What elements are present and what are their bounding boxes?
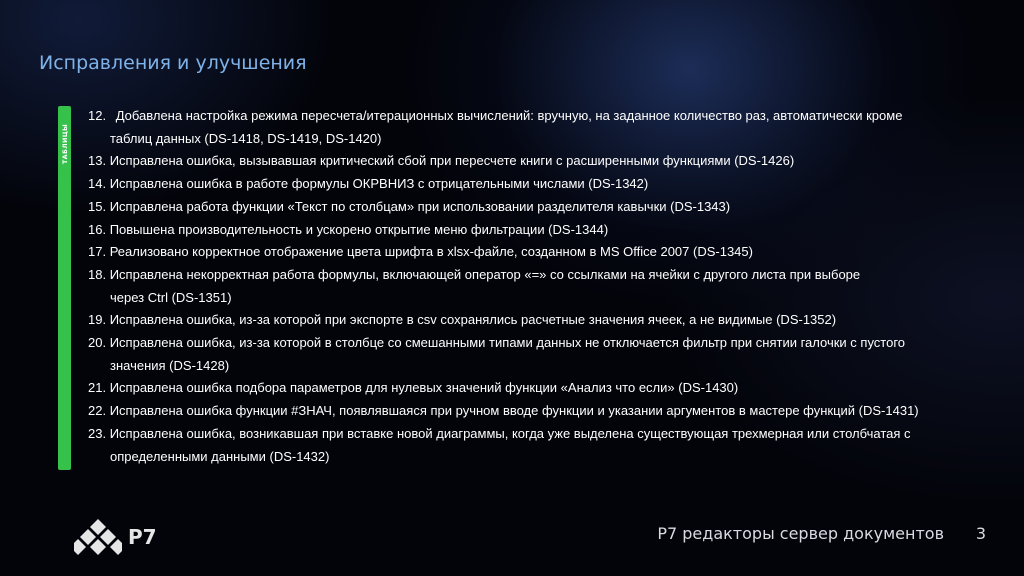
item-number: 22. (88, 403, 107, 419)
item-text: Исправлена работа функции «Текст по столбцам» при использовании разделителя кавычки (DS-1343) (109, 198, 731, 214)
item-text: Реализовано корректное отображение цвета шрифта в xlsx-файле, созданном в MS Office 2007 (DS-1345) (109, 244, 753, 260)
section-tab-label: ТАБЛИЦЫ (60, 123, 69, 165)
slide-title: Исправления и улучшения (39, 52, 307, 74)
item-text-continued: определенными данными (DS-1432) (110, 448, 330, 464)
list-item (88, 264, 968, 309)
footer-product-name: Р7 редакторы сервер документов (657, 524, 944, 543)
list-item (88, 219, 968, 242)
item-text-continued: значения (DS-1428) (110, 357, 230, 373)
item-number: 17. (88, 244, 107, 260)
diamond-grid-logo-icon (74, 519, 122, 555)
item-number: 21. (88, 380, 107, 396)
item-text: Исправлена некорректная работа формулы, включающей оператор «=» со ссылками на ячейки с другого листа при выборе (109, 266, 861, 282)
list-item (88, 309, 968, 332)
item-text: Исправлена ошибка, возникавшая при вставке новой диаграммы, когда уже выделена существующая трехмерная или столбчатая с (109, 425, 911, 441)
item-number: 20. (88, 335, 107, 351)
list-item (88, 332, 968, 377)
item-text: Добавлена настройка режима пересчета/итерационных вычислений: вручную, на заданное количество раз, автоматически кроме (115, 108, 903, 123)
item-number: 23. (88, 425, 107, 441)
item-text-continued: таблиц данных (DS-1418, DS-1419, DS-1420) (110, 130, 382, 146)
list-item (88, 105, 968, 150)
item-number: 15. (88, 198, 107, 214)
brand-logo (74, 519, 164, 555)
item-number: 16. (88, 221, 107, 237)
item-text: Исправлена ошибка, из-за которой в столбце со смешанными типами данных не отключается фильтр при снятии галочки с пустого (109, 335, 906, 351)
item-number: 19. (88, 312, 107, 328)
list-item (88, 377, 968, 400)
list-item (88, 241, 968, 264)
item-text: Повышена производительность и ускорено открытие меню фильтрации (DS-1344) (109, 221, 609, 237)
list-item (88, 400, 968, 423)
item-text: Исправлена ошибка в работе формулы ОКРВНИЗ с отрицательными числами (DS-1342) (109, 176, 649, 192)
list-item (88, 150, 968, 173)
list-item (88, 173, 968, 196)
item-text: Исправлена ошибка подбора параметров для нулевых значений функции «Анализ что если» (DS-1430) (109, 380, 739, 396)
list-item (88, 423, 968, 468)
list-item (88, 196, 968, 219)
page-number: 3 (975, 524, 986, 543)
item-number: 13. (88, 153, 107, 169)
item-text: Исправлена ошибка функции #ЗНАЧ, появлявшаяся при ручном вводе функции и указании аргументов в мастере функций (DS-1431) (109, 403, 919, 419)
section-tab-tables (58, 106, 71, 470)
item-text: Исправлена ошибка, вызывавшая критический сбой при пересчете книги с расширенными функциями (DS-1426) (109, 153, 795, 169)
changes-list (88, 105, 968, 468)
item-number: 18. (88, 266, 107, 282)
item-text: Исправлена ошибка, из-за которой при экспорте в csv сохранялись расчетные значения ячеек, а не видимые (DS-1352) (109, 312, 837, 328)
logo-text: Р7 (128, 525, 157, 549)
item-number: 12. (88, 108, 107, 123)
item-text-continued: через Ctrl (DS-1351) (110, 289, 232, 305)
item-number: 14. (88, 176, 107, 192)
